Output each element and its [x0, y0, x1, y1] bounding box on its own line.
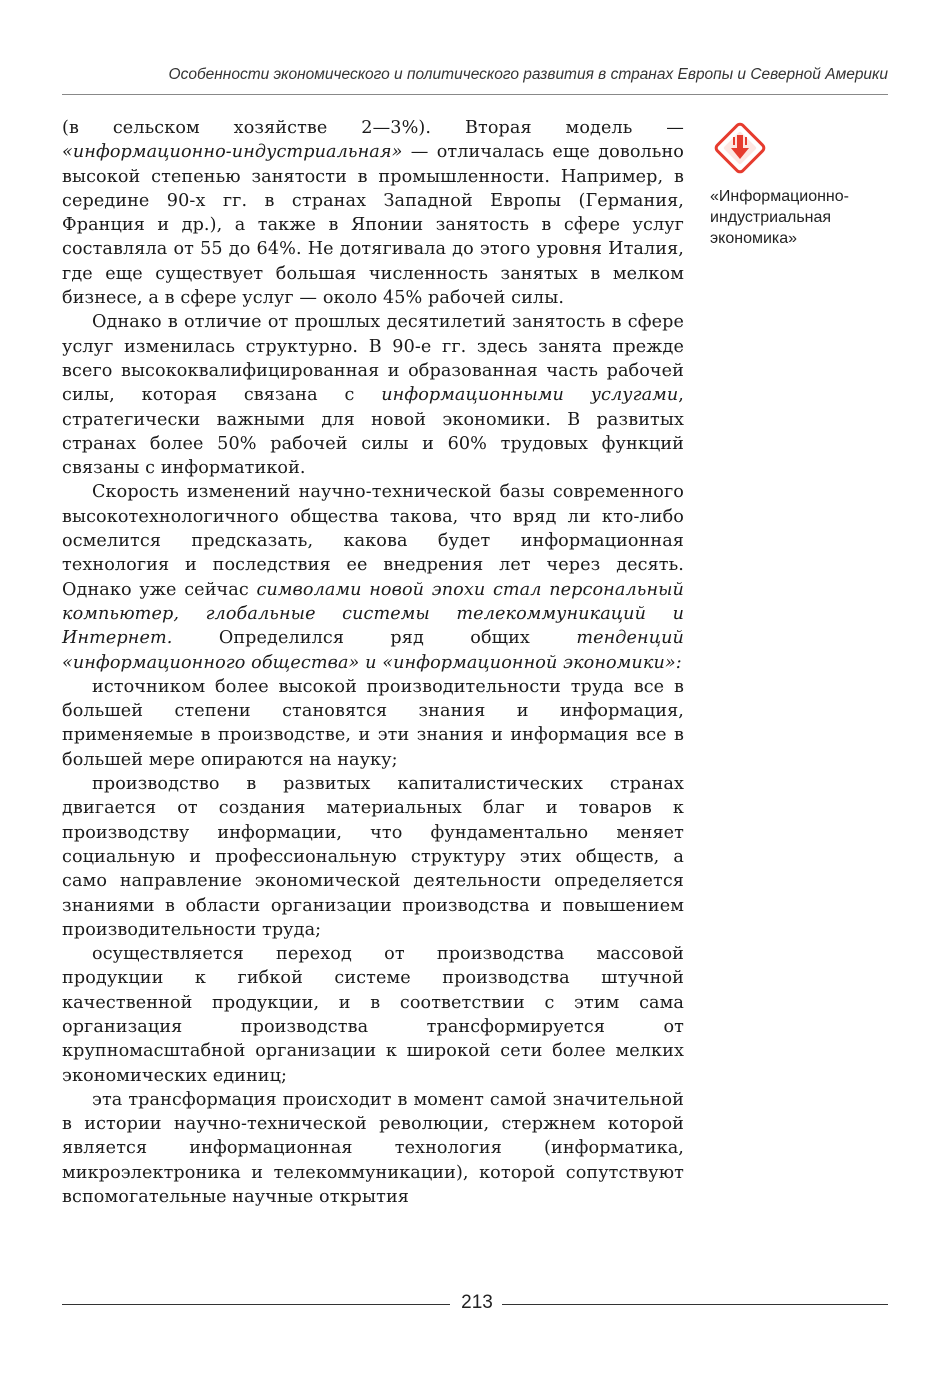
list-item-1: источником более высокой производительности труда все в большей степени становятся знания и информация, применяемые в производстве, и эти знания и информация все в большей мере опираются на науку;: [62, 676, 684, 770]
main-text: [62, 116, 684, 1209]
footer-rule-right: [502, 1304, 888, 1305]
paragraph-3-part-c: Определился ряд общих: [172, 628, 577, 649]
paragraph-2-part-a: Однако в отличие от прошлых десятилетий занятость в сфере услуг изменилась структурно. В 90-е гг. здесь занята прежде всего высококвалифицированная и образованная часть рабочей силы, которая связана с: [62, 312, 684, 406]
footer-rule-left: [62, 1304, 450, 1305]
term-info-industrial-model: «информационно-индустриальная»: [62, 142, 403, 163]
list-item-3: осуществляется переход от производства массовой продукции к гибкой системе производства штучной качественной продукции, и в соответствии с этим сама организация производства трансформируется от крупномасштабной организации к широкой сети более мелких экономических единиц;: [62, 944, 684, 1086]
list-item-4: эта трансформация происходит в момент самой значительной в истории научно-технической революции, стержнем которой является информационная технология (информатика, микроэлектроника и телекоммуникации), которой сопутствуют вспомогательные научные открытия: [62, 1089, 684, 1208]
running-header: Особенности экономического и политического развития в странах Европы и Северной Америки: [168, 66, 888, 83]
paragraph-1: [62, 116, 684, 310]
download-arrow-diamond-icon: [712, 120, 768, 176]
page-number: 213: [461, 1292, 493, 1313]
term-info-services: информационными услугами: [381, 385, 679, 406]
paragraph-3: [62, 480, 684, 674]
paragraph-2: [62, 310, 684, 480]
paragraph-1-part-c: — отличалась еще довольно высокой степенью занятости в промышленности. Например, в середине 90-х гг. в странах Западной Европы (Германия, Франция и др.), а также в Японии занятость в сфере услуг составляла от 55 до 64%. Не дотягивала до этого уровня Италия, где еще существует большая численность занятых в мелком бизнесе, а в сфере услуг — около 45% рабочей силы.: [62, 142, 684, 309]
paragraph-3-part-a: Скорость изменений научно-технической базы современного высокотехнологичного общества такова, что вряд ли кто-либо осмелится предсказать, какова будет информационная технология и последствия ее внедрения лет через десять. Однако уже сейчас: [62, 482, 684, 600]
paragraph-2-part-c: , стратегически важными для новой экономики. В развитых странах более 50% рабочей силы и 60% трудовых функций связаны с информатикой.: [62, 385, 684, 479]
margin-note: [710, 120, 890, 249]
list-item-2: производство в развитых капиталистических странах двигается от создания материальных благ и товаров к производству информации, что фундаментально меняет социальную и профессиональную структуру этих обществ, а само направление экономической деятельности определяется знаниями в области организации производства и повышением производительности труда;: [62, 774, 684, 940]
term-info-society-trends: тенденций «информационного общества» и «информационной экономики»:: [62, 628, 684, 673]
term-new-era-symbols: символами новой эпохи стал персональный компьютер, глобальные системы телекоммуникаций и Интернет.: [62, 579, 684, 649]
page-footer: [62, 1290, 888, 1320]
paragraph-1-part-a: (в сельском хозяйстве 2—3%). Вторая модель —: [62, 118, 684, 138]
margin-note-text: «Информационно-индустриальная экономика»: [710, 188, 849, 247]
header-divider: [62, 94, 888, 95]
